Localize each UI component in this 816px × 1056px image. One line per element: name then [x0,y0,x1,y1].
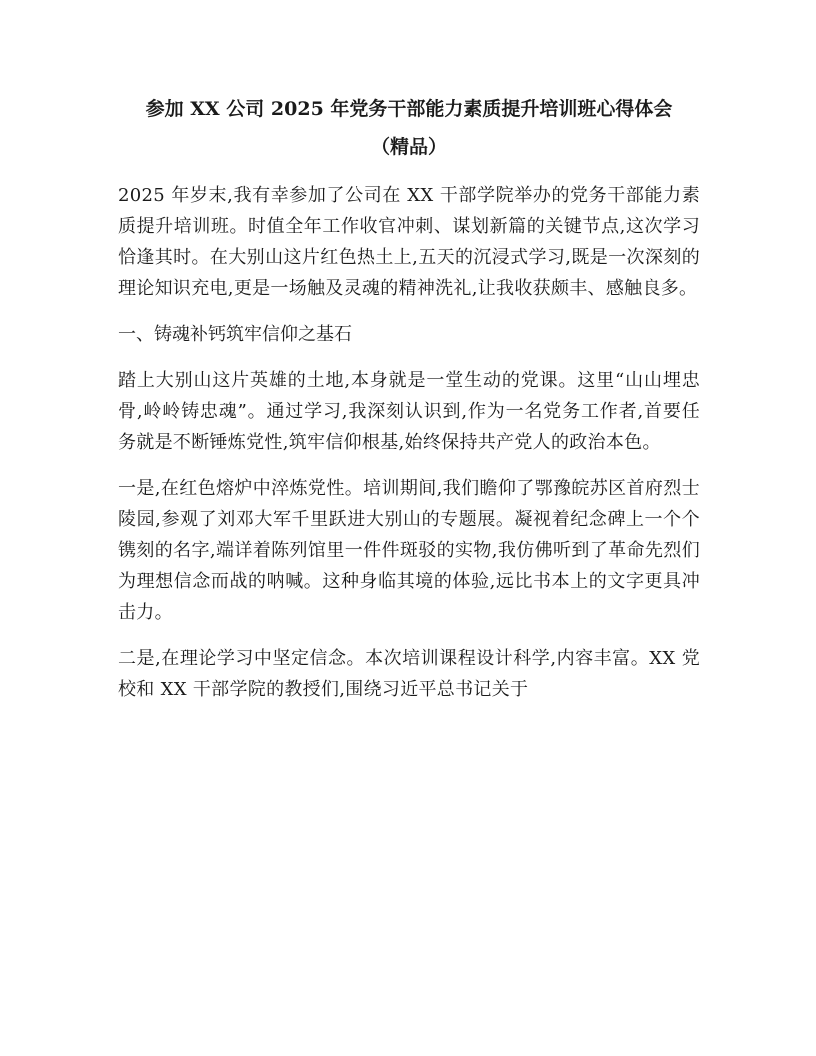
section-1-heading: 一、铸魂补钙筑牢信仰之基石 [118,324,352,345]
title-line-2: （精品） [370,136,447,158]
document-title [118,90,700,166]
title-line-1: 参加 XX 公司 2025 年党务干部能力素质提升培训班心得体会 [145,98,673,120]
document-page [118,90,700,705]
section-1-paragraph-3: 二是,在理论学习中坚定信念。本次培训课程设计科学,内容丰富。XX 党校和 XX 干部学院的教授们,围绕习近平总书记关于 [118,648,700,700]
section-1-paragraph-2: 一是,在红色熔炉中淬炼党性。培训期间,我们瞻仰了鄂豫皖苏区首府烈士陵园,参观了刘邓大军千里跃进大别山的专题展。凝视着纪念碑上一个个镌刻的名字,端详着陈列馆里一件件斑驳的实物,我仿佛听到了革命先烈们为理想信念而战的呐喊。这种身临其境的体验,远比书本上的文字更具冲击力。 [118,478,700,623]
intro-paragraph: 2025 年岁末,我有幸参加了公司在 XX 干部学院举办的党务干部能力素质提升培训班。时值全年工作收官冲刺、谋划新篇的关键节点,这次学习恰逢其时。在大别山这片红色热土上,五天的沉浸式学习,既是一次深刻的理论知识充电,更是一场触及灵魂的精神洗礼,让我收获颇丰、感触良多。 [118,185,700,299]
section-1-paragraph-1: 踏上大别山这片英雄的土地,本身就是一堂生动的党课。这里“山山埋忠骨,岭岭铸忠魂”。通过学习,我深刻认识到,作为一名党务工作者,首要任务就是不断锤炼党性,筑牢信仰根基,始终保持共产党人的政治本色。 [118,370,700,453]
